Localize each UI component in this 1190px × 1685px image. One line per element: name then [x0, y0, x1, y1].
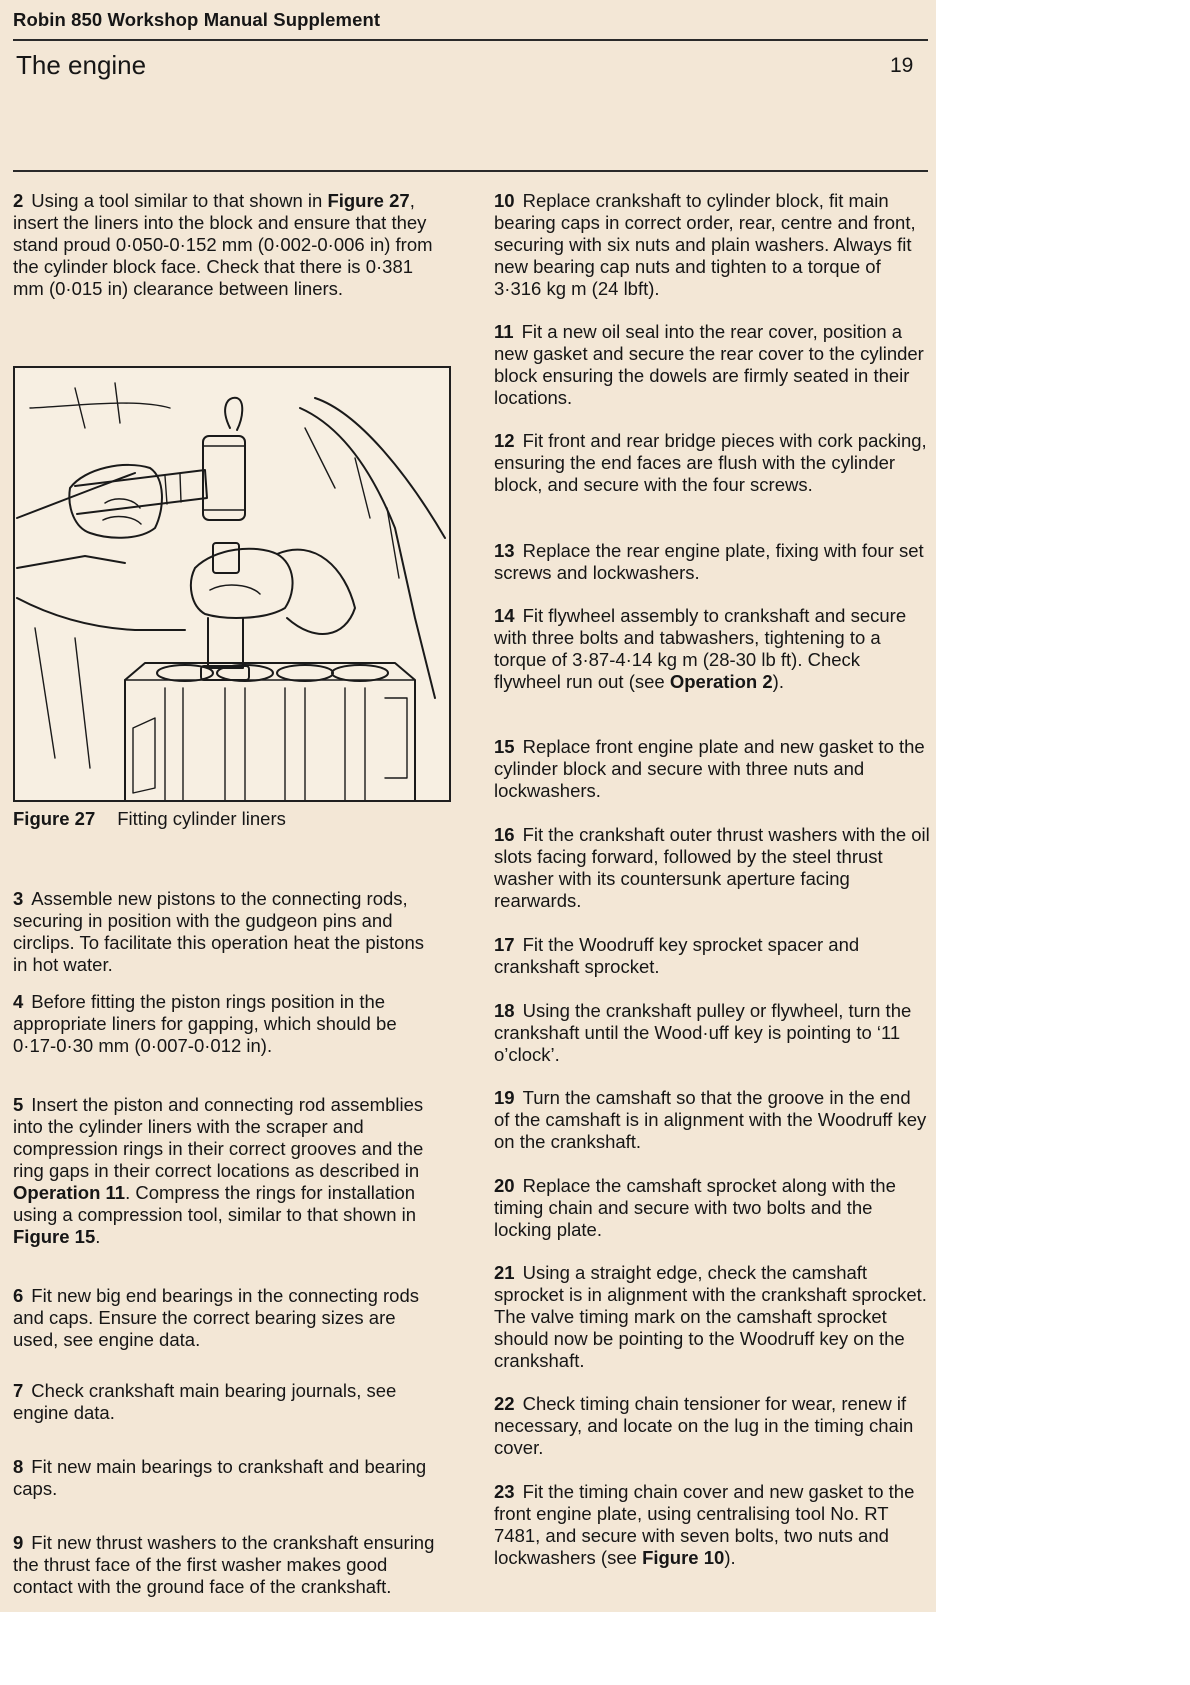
step-number: 4: [13, 991, 24, 1012]
step-number: 12: [494, 430, 515, 451]
figure-label: Figure 27: [13, 808, 96, 829]
step-text: Replace crankshaft to cylinder block, fit main bearing caps in correct order, rear, centre and front, securing with six nuts and plain washers. Always fit new bearing cap nuts and tighten to a torque of 3·316 kg m (24 lbft).: [494, 190, 916, 299]
step-23: [494, 1481, 930, 1569]
step-text: Using a straight edge, check the camshaft sprocket is in alignment with the crankshaft sprocket. The valve timing mark on the camshaft sprocket should now be pointing to the Woodruff key on the crankshaft.: [494, 1262, 927, 1371]
step-number: 21: [494, 1262, 515, 1283]
step-number: 6: [13, 1285, 24, 1306]
step-number: 17: [494, 934, 515, 955]
step-text: Replace front engine plate and new gasket to the cylinder block and secure with three nuts and lockwashers.: [494, 736, 925, 801]
step-number: 5: [13, 1094, 24, 1115]
step-5: [13, 1094, 443, 1248]
figure-caption-text: Fitting cylinder liners: [117, 808, 286, 829]
cylinder-liner-fitting-drawing: [15, 368, 449, 800]
step-number: 10: [494, 190, 515, 211]
step-6: [13, 1285, 443, 1351]
step-21: [494, 1262, 930, 1372]
header-rule: [13, 39, 928, 41]
step-17: [494, 934, 930, 978]
step-4: [13, 991, 443, 1057]
step-text: Fit the timing chain cover and new gasket to the front engine plate, using centralising tool No. RT 7481, and secure with seven bolts, two nuts and lockwashers (see Figure 10).: [494, 1481, 915, 1568]
step-text: Fit new thrust washers to the crankshaft ensuring the thrust face of the first washer makes good contact with the ground face of the crankshaft.: [13, 1532, 435, 1597]
step-number: 3: [13, 888, 24, 909]
step-number: 15: [494, 736, 515, 757]
step-22: [494, 1393, 930, 1459]
step-number: 18: [494, 1000, 515, 1021]
step-2: [13, 190, 443, 300]
step-20: [494, 1175, 930, 1241]
step-text: Replace the camshaft sprocket along with the timing chain and secure with two bolts and the locking plate.: [494, 1175, 896, 1240]
step-number: 11: [494, 321, 514, 342]
figure-caption: [13, 808, 286, 830]
step-8: [13, 1456, 443, 1500]
step-text: Check crankshaft main bearing journals, see engine data.: [13, 1380, 397, 1423]
step-text: Using the crankshaft pulley or flywheel, turn the crankshaft until the Wood·uff key is pointing to ‘11 o’clock’.: [494, 1000, 912, 1065]
step-number: 16: [494, 824, 515, 845]
manual-title: Robin 850 Workshop Manual Supplement: [13, 9, 381, 30]
step-text: Fit new main bearings to crankshaft and bearing caps.: [13, 1456, 427, 1499]
step-text: Fit front and rear bridge pieces with cork packing, ensuring the end faces are flush with the cylinder block, and secure with the four screws.: [494, 430, 927, 495]
step-12: [494, 430, 930, 496]
step-13: [494, 540, 930, 584]
step-text: Assemble new pistons to the connecting rods, securing in position with the gudgeon pins and circlips. To facilitate this operation heat the pistons in hot water.: [13, 888, 424, 975]
step-3: [13, 888, 443, 976]
step-number: 22: [494, 1393, 515, 1414]
step-number: 2: [13, 190, 24, 211]
step-text: Insert the piston and connecting rod assemblies into the cylinder liners with the scraper and compression rings in their correct grooves and the ring gaps in their correct locations as described in Operation 11. Compress the rings for installation using a compression tool, similar to that shown in Figure 15.: [13, 1094, 424, 1247]
section-title: The engine: [16, 50, 147, 80]
step-16: [494, 824, 930, 912]
step-number: 7: [13, 1380, 24, 1401]
step-text: Fit a new oil seal into the rear cover, position a new gasket and secure the rear cover to the cylinder block ensuring the dowels are firmly seated in their locations.: [494, 321, 924, 408]
step-number: 13: [494, 540, 515, 561]
step-9: [13, 1532, 443, 1598]
step-text: Before fitting the piston rings position in the appropriate liners for gapping, which should be 0·17-0·30 mm (0·007-0·012 in).: [13, 991, 397, 1056]
step-number: 19: [494, 1087, 515, 1108]
step-15: [494, 736, 930, 802]
step-number: 14: [494, 605, 515, 626]
step-number: 9: [13, 1532, 24, 1553]
step-text: Fit the Woodruff key sprocket spacer and crankshaft sprocket.: [494, 934, 860, 977]
step-text: Turn the camshaft so that the groove in the end of the camshaft is in alignment with the Woodruff key on the crankshaft.: [494, 1087, 927, 1152]
step-text: Replace the rear engine plate, fixing with four set screws and lockwashers.: [494, 540, 924, 583]
content-rule: [13, 170, 928, 172]
page-number: 19: [890, 54, 914, 77]
figure-27-illustration: [13, 366, 451, 802]
step-18: [494, 1000, 930, 1066]
step-number: 23: [494, 1481, 515, 1502]
step-text: Fit new big end bearings in the connecting rods and caps. Ensure the correct bearing sizes are used, see engine data.: [13, 1285, 420, 1350]
step-text: Check timing chain tensioner for wear, renew if necessary, and locate on the lug in the timing chain cover.: [494, 1393, 914, 1458]
step-number: 8: [13, 1456, 24, 1477]
step-11: [494, 321, 930, 409]
step-14: [494, 605, 930, 693]
step-text: Fit flywheel assembly to crankshaft and secure with three bolts and tabwashers, tightening to a torque of 3·87-4·14 kg m (28-30 lb ft). Check flywheel run out (see Operation 2).: [494, 605, 907, 692]
step-text: Using a tool similar to that shown in Figure 27, insert the liners into the block and ensure that they stand proud 0·050-0·152 mm (0·002-0·006 in) from the cylinder block face. Check that there is 0·381 mm (0·015 in) clearance between liners.: [13, 190, 433, 299]
step-number: 20: [494, 1175, 515, 1196]
step-19: [494, 1087, 930, 1153]
step-10: [494, 190, 930, 300]
step-7: [13, 1380, 443, 1424]
step-text: Fit the crankshaft outer thrust washers with the oil slots facing forward, followed by the steel thrust washer with its countersunk aperture facing rearwards.: [494, 824, 930, 911]
